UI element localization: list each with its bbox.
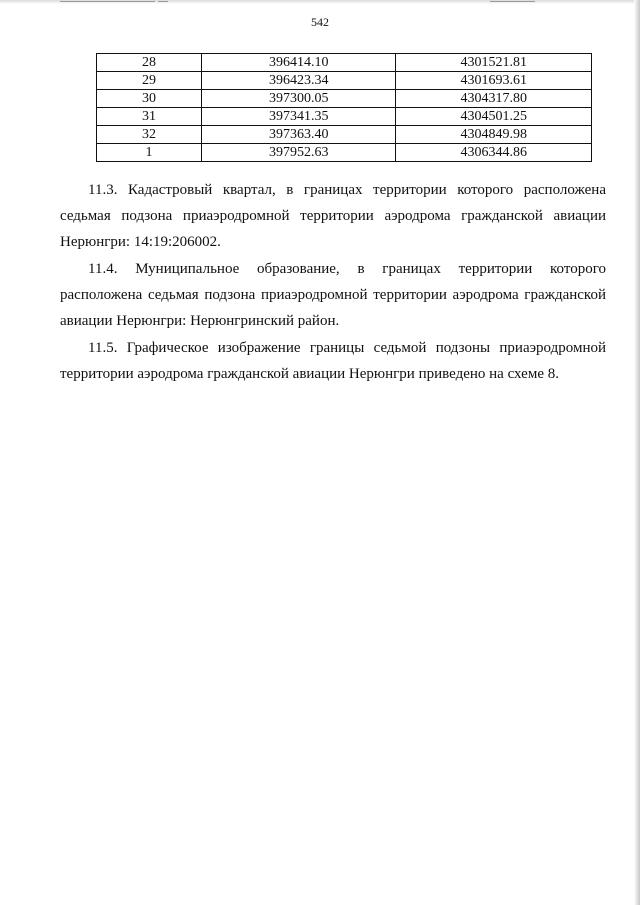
paragraph-municipality: 11.4. Муниципальное образование, в границах территории которого расположена седьмая подзона приаэродромной территории аэродрома гражданской авиации Нерюнгри: Нерюнгринский район.	[60, 261, 606, 329]
table-row	[97, 144, 592, 162]
x-coordinate-cell: 396414.10	[201, 54, 395, 72]
x-coordinate-cell: 396423.34	[201, 72, 395, 90]
y-coordinate-cell: 4304501.25	[396, 108, 592, 126]
paragraph-graphic-scheme: 11.5. Графическое изображение границы седьмой подзоны приаэродромной территории аэродрома гражданской авиации Нерюнгри приведено на схеме 8.	[60, 340, 606, 382]
page-number: 542	[311, 15, 329, 29]
scan-artifact-line	[490, 1, 535, 2]
point-number-cell: 1	[97, 144, 202, 162]
table-row	[97, 126, 592, 144]
x-coordinate-cell: 397341.35	[201, 108, 395, 126]
point-number-cell: 28	[97, 54, 202, 72]
scan-artifact-line	[158, 1, 168, 2]
paragraph-cadastral-quarter: 11.3. Кадастровый квартал, в границах территории которого расположена седьмая подзона приаэродромной территории аэродрома гражданской авиации Нерюнгри: 14:19:206002.	[60, 182, 606, 250]
point-number-cell: 31	[97, 108, 202, 126]
table-row	[97, 108, 592, 126]
x-coordinate-cell: 397300.05	[201, 90, 395, 108]
y-coordinate-cell: 4304849.98	[396, 126, 592, 144]
coordinates-table	[96, 53, 592, 162]
scan-right-edge	[634, 0, 640, 905]
y-coordinate-cell: 4306344.86	[396, 144, 592, 162]
y-coordinate-cell: 4301693.61	[396, 72, 592, 90]
x-coordinate-cell: 397363.40	[201, 126, 395, 144]
table-row	[97, 54, 592, 72]
point-number-cell: 29	[97, 72, 202, 90]
point-number-cell: 30	[97, 90, 202, 108]
x-coordinate-cell: 397952.63	[201, 144, 395, 162]
y-coordinate-cell: 4301521.81	[396, 54, 592, 72]
y-coordinate-cell: 4304317.80	[396, 90, 592, 108]
table-row	[97, 90, 592, 108]
table-row	[97, 72, 592, 90]
scan-artifact-line	[60, 1, 155, 2]
point-number-cell: 32	[97, 126, 202, 144]
